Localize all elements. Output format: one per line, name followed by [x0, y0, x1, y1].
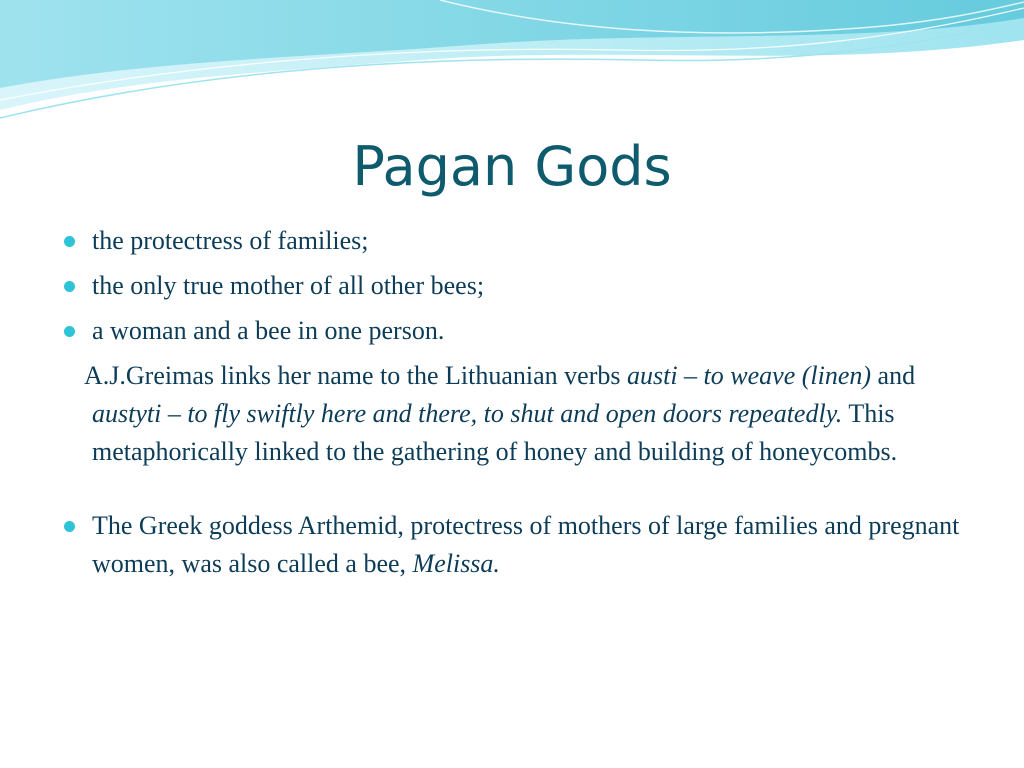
bullet-text: a woman and a bee in one person. — [92, 316, 445, 345]
wave-header-decoration — [0, 0, 1024, 130]
bullet-text: the protectress of families; — [92, 226, 369, 255]
bullet-icon — [64, 281, 75, 292]
bullet-text: the only true mother of all other bees; — [92, 271, 485, 300]
paragraph-italic-2: austyti – to fly swiftly here and there, to shut and open doors repeatedly. — [92, 399, 843, 428]
bullet-icon — [64, 236, 75, 247]
paragraph-text-2: and — [871, 361, 916, 390]
bullet-icon — [64, 521, 75, 532]
slide-title: Pagan Gods — [352, 135, 672, 198]
bullet-item-1 — [60, 222, 960, 260]
paragraph-text-1: A.J.Greimas links her name to the Lithuanian verbs — [84, 361, 627, 390]
greimas-paragraph — [60, 357, 960, 471]
spacer — [60, 471, 960, 507]
slide-body — [60, 222, 960, 590]
bullet-item-3 — [60, 312, 960, 350]
bullet-item-4 — [60, 507, 960, 583]
bullet-italic-text: Melissa. — [412, 549, 500, 578]
bullet-icon — [64, 326, 75, 337]
bullet-text: The Greek goddess Arthemid, protectress of mothers of large families and pregnant women, was also called a bee, — [92, 511, 960, 578]
bullet-item-2 — [60, 267, 960, 305]
paragraph-italic-1: austi – to weave (linen) — [626, 361, 872, 390]
paragraph-text-3: This metaphorically linked to the gathering of honey and building of honeycombs. — [92, 399, 898, 466]
